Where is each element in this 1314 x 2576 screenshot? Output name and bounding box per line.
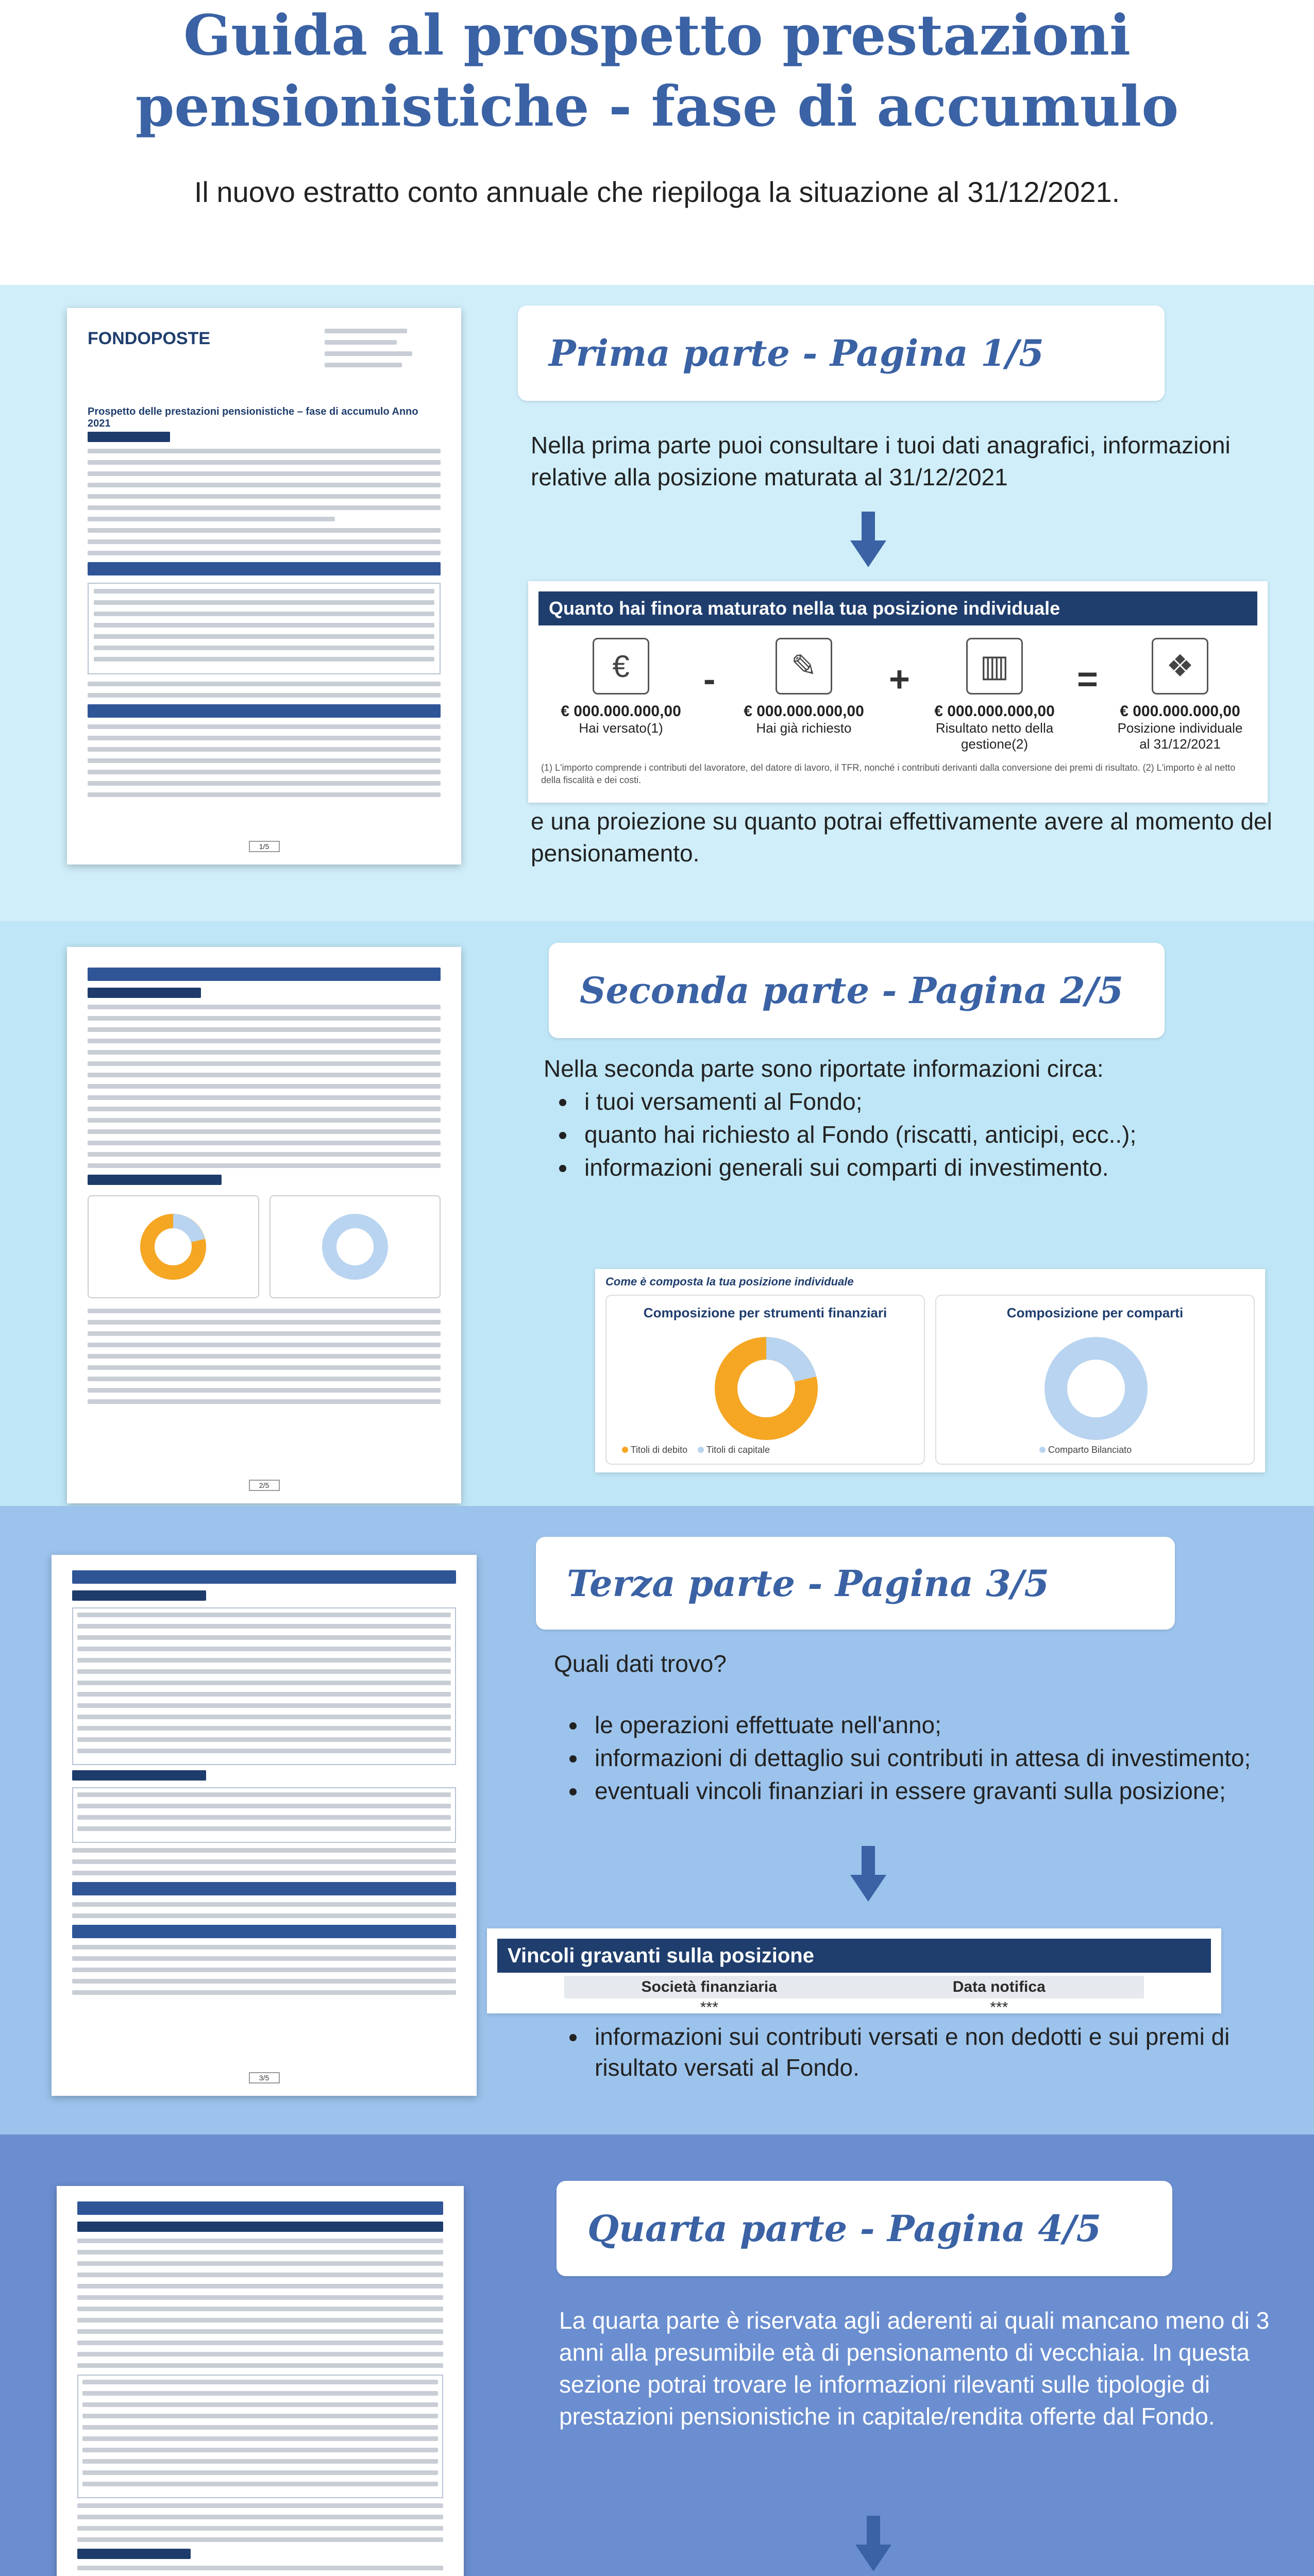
page-thumbnail-2 (67, 947, 461, 1503)
money-icon: € (593, 638, 649, 694)
arrow-down-icon (850, 512, 886, 568)
heading-pill-part-3 (536, 1537, 1175, 1630)
chart-panel-compartments (935, 1295, 1255, 1465)
chart-icon: ▥ (966, 638, 1023, 694)
section-part-1 (0, 285, 1314, 921)
main-title-line-1: Guida al prospetto prestazioni (183, 3, 1131, 68)
amount-result-label: Risultato netto della gestione(2) (935, 720, 1054, 752)
amount-position-label: Posizione individuale al 31/12/2021 (1117, 720, 1243, 752)
equals-operator: = (1077, 659, 1098, 699)
amount-requested (734, 638, 873, 736)
fund-logo: FONDOPOSTE (88, 329, 211, 348)
part-2-bullet: • quanto hai richiesto al Fondo (riscatti, anticipi, ecc..); (577, 1119, 1278, 1150)
thumb-page-number: 2/5 (249, 1480, 280, 1491)
part-3-bullet: • eventuali vincoli finanziari in essere gravanti sulla posizione; (587, 1775, 1268, 1806)
amount-requested-value: € 000.000.000,00 (744, 703, 864, 720)
minus-operator: - (703, 659, 716, 699)
card-footnote: (1) L'importo comprende i contributi del lavoratore, del datore di lavoro, il TFR, nonché i contributi derivanti dalla conversione dei premi di risultato. (2) L'importo è al netto della fiscalità e dei costi. (541, 762, 1236, 785)
legend-swatch-equity (698, 1447, 704, 1453)
heading-pill-part-2 (549, 943, 1165, 1038)
part-2-bullets (546, 1086, 1278, 1185)
amount-paid-label: Hai versato(1) (579, 720, 663, 736)
heading-part-4: Quarta parte - Pagina 4/5 (587, 2207, 1102, 2250)
amount-result (925, 638, 1064, 752)
legend-label-debt: Titoli di debito (630, 1445, 688, 1455)
page-thumbnail-3 (52, 1555, 477, 2096)
chart-title-compartments: Composizione per comparti (1006, 1305, 1184, 1320)
donut-slice-equity (766, 1348, 805, 1379)
amount-paid (551, 638, 690, 736)
part-3-bullets-bottom (557, 2021, 1257, 2085)
donut-compartments (1039, 1332, 1153, 1445)
heading-part-2: Seconda parte - Pagina 2/5 (580, 969, 1124, 1012)
part-3-bullets (557, 1709, 1268, 1808)
part-2-bullet: • i tuoi versamenti al Fondo; (577, 1086, 1278, 1117)
page-header (0, 0, 1314, 283)
subtitle: Il nuovo estratto conto annuale che riepiloga la situazione al 31/12/2021. (194, 176, 1120, 208)
composition-card-title: Come è composta la tua posizione individuale (605, 1275, 854, 1288)
section-part-2 (0, 921, 1314, 1506)
chart-panel-instruments (605, 1295, 925, 1465)
amount-result-value: € 000.000.000,00 (934, 703, 1055, 720)
chart-title-instruments: Composizione per strumenti finanziari (643, 1305, 887, 1320)
part-1-text-top: Nella prima parte puoi consultare i tuoi dati anagrafici, informazioni relative alla posizione maturata al 31/12/2021 (531, 432, 1231, 490)
thumb-donut-2 (319, 1211, 391, 1283)
constraints-card-title: Vincoli gravanti sulla posizione (497, 1939, 1211, 1973)
document-icon: ✎ (776, 638, 832, 694)
page-thumbnail-4 (57, 2186, 464, 2576)
composition-card (595, 1269, 1265, 1472)
donut-instruments (710, 1332, 823, 1445)
thumb-page-number: 3/5 (249, 2072, 280, 2083)
heading-pill-part-1 (518, 306, 1165, 401)
legend-label-balanced: Comparto Bilanciato (1048, 1445, 1132, 1455)
thumb-title-1: Prospetto delle prestazioni pensionistiche – fase di accumulo Anno 2021 (88, 406, 418, 429)
thumb-donut-1 (137, 1211, 209, 1283)
legend-label-equity: Titoli di capitale (706, 1445, 770, 1455)
legend-compartments (1039, 1445, 1132, 1455)
position-summary-card (528, 581, 1268, 803)
donut-slice-balanced (1056, 1348, 1136, 1429)
main-title-line-2: pensionistiche - fase di accumulo (135, 74, 1179, 139)
cell-date: *** (990, 1999, 1008, 2016)
arrow-down-icon (850, 1846, 886, 1903)
heading-pill-part-4 (557, 2181, 1172, 2276)
part-1-text-bottom: e una proiezione su quanto potrai effettivamente avere al momento del pensionamento. (531, 808, 1272, 867)
section-part-4 (0, 2134, 1314, 2576)
part-2-intro: Nella seconda parte sono riportate informazioni circa: (544, 1055, 1104, 1082)
amount-requested-label: Hai già richiesto (756, 720, 852, 736)
column-header-company: Società finanziaria (641, 1978, 777, 1995)
part-3-bullet: • le operazioni effettuate nell'anno; (587, 1709, 1268, 1740)
heading-part-1: Prima parte - Pagina 1/5 (549, 332, 1044, 375)
legend-instruments (622, 1445, 770, 1455)
amount-paid-value: € 000.000.000,00 (561, 703, 681, 720)
position-summary-card-title: Quanto hai finora maturato nella tua posizione individuale (538, 591, 1257, 625)
column-header-date: Data notifica (952, 1978, 1046, 1995)
amount-position (1110, 638, 1250, 752)
part-2-bullet: • informazioni generali sui comparti di investimento. (577, 1152, 1278, 1183)
plus-operator: + (889, 659, 910, 699)
cell-company: *** (700, 1999, 718, 2016)
table-row (564, 1996, 1144, 2019)
part-3-bullet: • informazioni sui contributi versati e non dedotti e sui premi di risultato versati al Fondo. (587, 2021, 1257, 2083)
arrow-down-icon (855, 2516, 891, 2572)
part-4-text: La quarta parte è riservata agli aderenti ai quali mancano meno di 3 anni alla presumibile età di pensionamento di vecchiaia. In questa sezione potrai trovare le informazioni rilevanti sulle tipologie di prestazioni pensionistiche in capitale/rendita offerte dal Fondo. (559, 2307, 1270, 2430)
part-3-intro: Quali dati trovo? (554, 1650, 727, 1677)
amount-position-value: € 000.000.000,00 (1120, 703, 1240, 720)
page-thumbnail-1 (67, 308, 461, 865)
piggybank-icon: ❖ (1152, 638, 1208, 694)
constraints-table-header (564, 1976, 1144, 1998)
legend-swatch-debt (622, 1447, 628, 1453)
section-part-3 (0, 1506, 1314, 2134)
thumb-page-number: 1/5 (249, 841, 280, 852)
legend-swatch-balanced (1039, 1447, 1046, 1453)
constraints-card (487, 1928, 1221, 2016)
main-title (0, 0, 1314, 142)
part-3-bullet: • informazioni di dettaglio sui contributi in attesa di investimento; (587, 1742, 1268, 1773)
heading-part-3: Terza parte - Pagina 3/5 (567, 1562, 1050, 1605)
